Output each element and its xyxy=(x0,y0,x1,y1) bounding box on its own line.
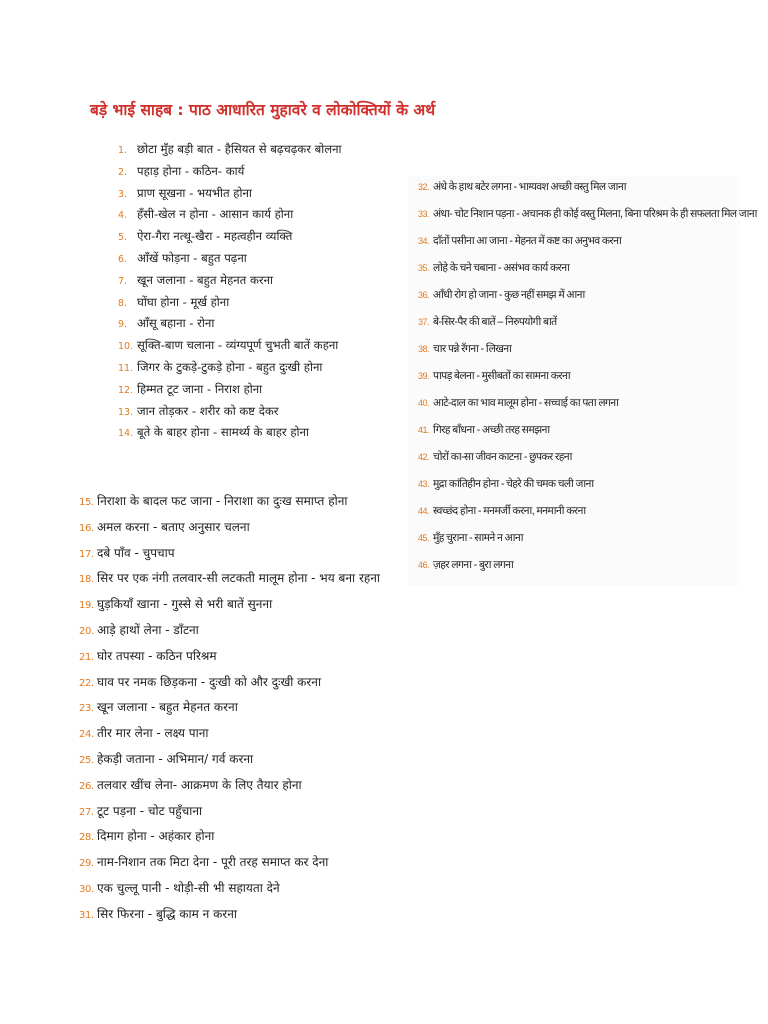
item-number: 27. xyxy=(79,806,94,818)
item-number: 25. xyxy=(79,754,94,766)
idiom-meaning-text: सिर पर एक नंगी तलवार-सी लटकती मालूम होना - भय बना रहना xyxy=(97,571,380,586)
item-number: 13. xyxy=(118,406,134,418)
idiom-meaning-text: घुड़कियाँ खाना - गुस्से से भरी बातें सुनना xyxy=(97,597,273,612)
idiom-meaning-text: आड़े हाथों लेना - डाँटना xyxy=(97,622,199,637)
idiom-meaning-text: जिगर के टुकड़े-टुकड़े होना - बहुत दुःखी होना xyxy=(137,359,323,374)
idiom-meaning-text: ऐरा-गैरा नत्थू-खैरा - महत्वहीन व्यक्ति xyxy=(137,229,293,244)
item-number: 29. xyxy=(79,858,94,870)
idiom-list-part-1 xyxy=(118,142,342,447)
idiom-meaning-text: अमल करना - बताए अनुसार चलना xyxy=(97,519,250,534)
idiom-item xyxy=(118,425,342,447)
item-number: 18. xyxy=(79,574,94,586)
idiom-item xyxy=(418,315,757,342)
item-number: 44. xyxy=(418,506,430,516)
idiom-meaning-text: दबे पाँव - चुपचाप xyxy=(97,545,175,560)
idiom-item xyxy=(118,295,342,317)
idiom-meaning-text: हिम्मत टूट जाना - निराश होना xyxy=(137,381,263,396)
idiom-item xyxy=(79,698,380,724)
idiom-meaning-text: टूट पड़ना - चोट पहुँचाना xyxy=(97,803,203,818)
idiom-meaning-text: निराशा के बादल फट जाना - निराशा का दुःख समाप्त होना xyxy=(97,494,348,508)
idiom-meaning-text: घोंघा होना - मूर्ख होना xyxy=(137,294,230,309)
item-number: 35. xyxy=(418,263,430,273)
idiom-item xyxy=(118,229,342,251)
idiom-meaning-text: आँधी रोग हो जाना - कुछ नहीं समझ में आना xyxy=(433,289,585,301)
idiom-item xyxy=(79,905,380,931)
idiom-meaning-text: छोटा मुँह बड़ी बात - हैसियत से बढ़चढ़कर बोलना xyxy=(137,142,342,156)
item-number: 15. xyxy=(79,497,94,508)
idiom-item xyxy=(418,558,757,585)
idiom-item xyxy=(79,827,380,853)
idiom-list-panel xyxy=(408,176,757,586)
item-number: 39. xyxy=(418,371,430,381)
item-number: 30. xyxy=(79,883,94,895)
item-number: 33. xyxy=(418,209,430,219)
idiom-meaning-text: दिमाग होना - अहंकार होना xyxy=(97,829,215,844)
idiom-item xyxy=(79,595,380,621)
idiom-meaning-text: खून जलाना - बहुत मेहनत करना xyxy=(137,272,274,287)
idiom-item xyxy=(418,180,757,207)
item-number: 17. xyxy=(79,548,94,560)
idiom-item xyxy=(418,369,757,396)
idiom-item xyxy=(118,382,342,404)
idiom-item xyxy=(79,544,380,570)
item-number: 20. xyxy=(79,625,94,637)
item-number: 12. xyxy=(118,384,134,396)
idiom-list-part-3 xyxy=(418,180,757,585)
page-title: बड़े भाई साहब : पाठ आधारित मुहावरे व लोकोक्तियों के अर्थ xyxy=(90,101,436,119)
item-number: 37. xyxy=(418,317,430,327)
idiom-meaning-text: हँसी-खेल न होना - आसान कार्य होना xyxy=(137,207,294,222)
idiom-item xyxy=(418,423,757,450)
item-number: 23. xyxy=(79,703,94,715)
idiom-meaning-text: पहाड़ होना - कठिन- कार्य xyxy=(137,163,245,178)
idiom-item xyxy=(118,316,342,338)
idiom-item xyxy=(79,879,380,905)
idiom-item xyxy=(79,776,380,802)
idiom-meaning-text: अंधे के हाथ बटेर लगना - भाग्यवश अच्छी वस्तु मिल जाना xyxy=(433,181,626,193)
idiom-item xyxy=(118,186,342,208)
idiom-meaning-text: आटे-दाल का भाव मालूम होना - सच्चाई का पता लगना xyxy=(433,397,619,409)
idiom-meaning-text: तीर मार लेना - लक्ष्य पाना xyxy=(97,726,209,741)
idiom-meaning-text: बे-सिर-पैर की बातें – निरुपयोगी बातें xyxy=(433,316,557,328)
idiom-item xyxy=(79,492,380,518)
idiom-meaning-text: नाम-निशान तक मिटा देना - पूरी तरह समाप्त कर देना xyxy=(97,855,329,870)
idiom-meaning-text: दाँतों पसीना आ जाना - मेहनत में कष्ट का अनुभव करना xyxy=(433,235,622,247)
item-number: 21. xyxy=(79,651,94,663)
item-number: 43. xyxy=(418,479,430,489)
idiom-meaning-text: खून जलाना - बहुत मेहनत करना xyxy=(97,700,238,715)
item-number: 1. xyxy=(118,145,128,156)
idiom-item xyxy=(118,207,342,229)
item-number: 36. xyxy=(418,290,430,300)
idiom-item xyxy=(118,404,342,426)
item-number: 16. xyxy=(79,522,94,534)
idiom-meaning-text: बूते के बाहर होना - सामर्थ्य के बाहर होना xyxy=(137,425,309,440)
idiom-meaning-text: सूक्ति-बाण चलाना - व्यंग्यपूर्ण चुभती बातें कहना xyxy=(137,338,339,353)
idiom-meaning-text: चोरों का-सा जीवन काटना - छुपकर रहना xyxy=(433,451,572,463)
item-number: 42. xyxy=(418,452,430,462)
idiom-item xyxy=(418,450,757,477)
item-number: 46. xyxy=(418,560,430,570)
item-number: 3. xyxy=(118,188,128,200)
idiom-meaning-text: आँखें फोड़ना - बहुत पढ़ना xyxy=(137,250,247,265)
idiom-item xyxy=(418,261,757,288)
idiom-item xyxy=(79,724,380,750)
idiom-item xyxy=(79,621,380,647)
item-number: 6. xyxy=(118,253,128,265)
idiom-meaning-text: गिरह बाँधना - अच्छी तरह समझना xyxy=(433,424,550,436)
idiom-item xyxy=(118,142,342,164)
item-number: 22. xyxy=(79,677,94,689)
idiom-item xyxy=(118,251,342,273)
item-number: 28. xyxy=(79,832,94,844)
idiom-meaning-text: ज़हर लगना - बुरा लगना xyxy=(433,559,514,571)
idiom-meaning-text: पापड़ बेलना - मुसीबतों का सामना करना xyxy=(433,370,570,382)
idiom-meaning-text: अंधा- चोट निशान पड़ना - अचानक ही कोई वस्तु मिलना, बिना परिश्रम के ही सफलता मिल जाना xyxy=(433,208,757,220)
idiom-item xyxy=(79,853,380,879)
item-number: 7. xyxy=(118,275,128,287)
idiom-meaning-text: आँसू बहाना - रोना xyxy=(137,316,215,331)
idiom-meaning-text: चार पन्ने रँगना - लिखना xyxy=(433,343,512,355)
idiom-meaning-text: जान तोड़कर - शरीर को कष्ट देकर xyxy=(137,403,279,418)
item-number: 2. xyxy=(118,166,128,178)
idiom-item xyxy=(418,342,757,369)
idiom-item xyxy=(79,569,380,595)
idiom-item xyxy=(79,750,380,776)
idiom-meaning-text: हेकड़ी जताना - अभिमान/ गर्व करना xyxy=(97,751,254,766)
item-number: 38. xyxy=(418,344,430,354)
idiom-list-part-2 xyxy=(79,492,380,931)
item-number: 45. xyxy=(418,533,430,543)
idiom-meaning-text: प्राण सूखना - भयभीत होना xyxy=(137,185,252,200)
idiom-meaning-text: घाव पर नमक छिड़कना - दुःखी को और दुःखी करना xyxy=(97,674,322,689)
item-number: 5. xyxy=(118,232,128,244)
idiom-item xyxy=(418,396,757,423)
idiom-item xyxy=(79,518,380,544)
item-number: 26. xyxy=(79,780,94,792)
idiom-meaning-text: सिर फिरना - बुद्धि काम न करना xyxy=(97,906,237,921)
item-number: 31. xyxy=(79,909,94,921)
item-number: 10. xyxy=(118,341,134,353)
item-number: 8. xyxy=(118,297,128,309)
item-number: 24. xyxy=(79,729,94,741)
idiom-meaning-text: मुद्रा कांतिहीन होना - चेहरे की चमक चली जाना xyxy=(433,478,594,490)
idiom-item xyxy=(118,164,342,186)
idiom-item xyxy=(418,531,757,558)
idiom-item xyxy=(79,802,380,828)
item-number: 32. xyxy=(418,182,430,192)
idiom-meaning-text: एक चुल्लू पानी - थोड़ी-सी भी सहायता देने xyxy=(97,880,280,895)
idiom-item xyxy=(418,288,757,315)
idiom-item xyxy=(118,273,342,295)
item-number: 19. xyxy=(79,600,94,612)
idiom-item xyxy=(418,477,757,504)
idiom-item xyxy=(79,673,380,699)
item-number: 4. xyxy=(118,210,128,222)
item-number: 40. xyxy=(418,398,430,408)
item-number: 14. xyxy=(118,428,134,440)
item-number: 9. xyxy=(118,319,128,331)
idiom-item xyxy=(79,647,380,673)
item-number: 41. xyxy=(418,425,430,435)
item-number: 34. xyxy=(418,236,430,246)
idiom-item xyxy=(118,338,342,360)
idiom-meaning-text: घोर तपस्या - कठिन परिश्रम xyxy=(97,648,217,663)
idiom-item xyxy=(418,234,757,261)
item-number: 11. xyxy=(118,362,134,374)
idiom-item xyxy=(418,504,757,531)
idiom-item xyxy=(118,360,342,382)
idiom-meaning-text: तलवार खींच लेना- आक्रमण के लिए तैयार होना xyxy=(97,777,302,792)
idiom-item xyxy=(418,207,757,234)
idiom-meaning-text: लोहे के चने चबाना - असंभव कार्य करना xyxy=(433,262,570,274)
idiom-meaning-text: स्वच्छंद होना - मनमर्जी करना, मनमानी करना xyxy=(433,505,586,517)
idiom-meaning-text: मुँह चुराना - सामने न आना xyxy=(433,532,523,544)
